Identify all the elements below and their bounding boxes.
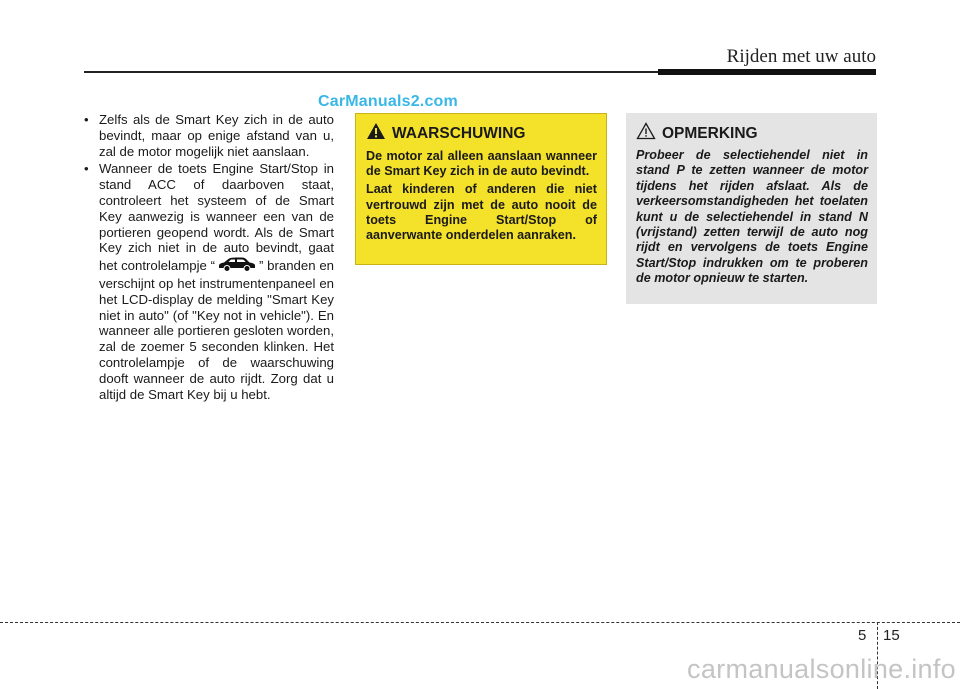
note-header <box>636 122 868 145</box>
list-item <box>84 161 334 402</box>
watermark-link[interactable]: CarManuals2.com <box>318 93 458 110</box>
bullet-text: Zelfs als de Smart Key zich in de auto bevindt, maar op enige afstand van u, zal de motor mogelijk niet aanslaan. <box>99 112 334 159</box>
list-item <box>84 112 334 159</box>
header-rule-accent <box>658 69 876 75</box>
note-title: OPMERKING <box>662 124 758 142</box>
chapter-number: 5 <box>858 627 867 644</box>
bullet-text-before-icon: Wanneer de toets Engine Start/Stop in stand ACC of daarboven staat, controleert het systeem of de Smart Key aanwezig is wanneer een van de portieren geopend wordt. Als de Smart Key zich niet in de auto bevindt, gaat het controlelampje “ <box>99 161 334 274</box>
header-rule <box>84 71 660 73</box>
caution-triangle-outline-icon <box>636 122 656 145</box>
warning-paragraph: De motor zal alleen aanslaan wanneer de Smart Key zich in de auto bevindt. <box>366 149 597 179</box>
bullet-marker: • <box>84 161 89 177</box>
watermark-footer: carmanualsonline.info <box>687 654 956 684</box>
warning-header <box>366 122 597 145</box>
page-number: 15 <box>883 627 900 644</box>
warning-paragraph: Laat kinderen of anderen die niet vertrouwd zijn met de auto nooit de toets Engine Start/Stop of aanverwante onderdelen aanraken. <box>366 182 597 243</box>
note-box <box>626 113 877 304</box>
note-body: Probeer de selectiehendel niet in stand P te zetten wanneer de motor tijdens het rijden afslaat. Als de verkeersomstandigheden het toelaten kunt u de selectiehendel in stand N (vrijstand) zetten terwijl de auto nog rijdt en vervolgens de toets Engine Start/Stop indrukken om te proberen de motor opnieuw te starten. <box>636 148 868 286</box>
warning-title: WAARSCHUWING <box>392 124 526 142</box>
warning-box <box>355 113 607 265</box>
warning-body <box>366 149 597 243</box>
warning-triangle-icon <box>366 122 386 145</box>
bullet-text-after-icon: ” branden en verschijnt op het instrumentenpaneel en het LCD-display de melding "Smart Key niet in auto" (of "Key not in vehicle"). En wanneer alle portieren gesloten worden, zal de zoemer 5 seconden klinken. Het controlelampje of de waarschuwing dooft wanneer de auto rijdt. Zorg dat u altijd de Smart Key bij u hebt. <box>99 258 334 402</box>
car-key-indicator-icon <box>216 256 258 276</box>
footer-rule <box>0 622 960 623</box>
body-text-column <box>84 112 334 404</box>
section-title: Rijden met uw auto <box>726 46 876 67</box>
bullet-marker: • <box>84 112 89 127</box>
